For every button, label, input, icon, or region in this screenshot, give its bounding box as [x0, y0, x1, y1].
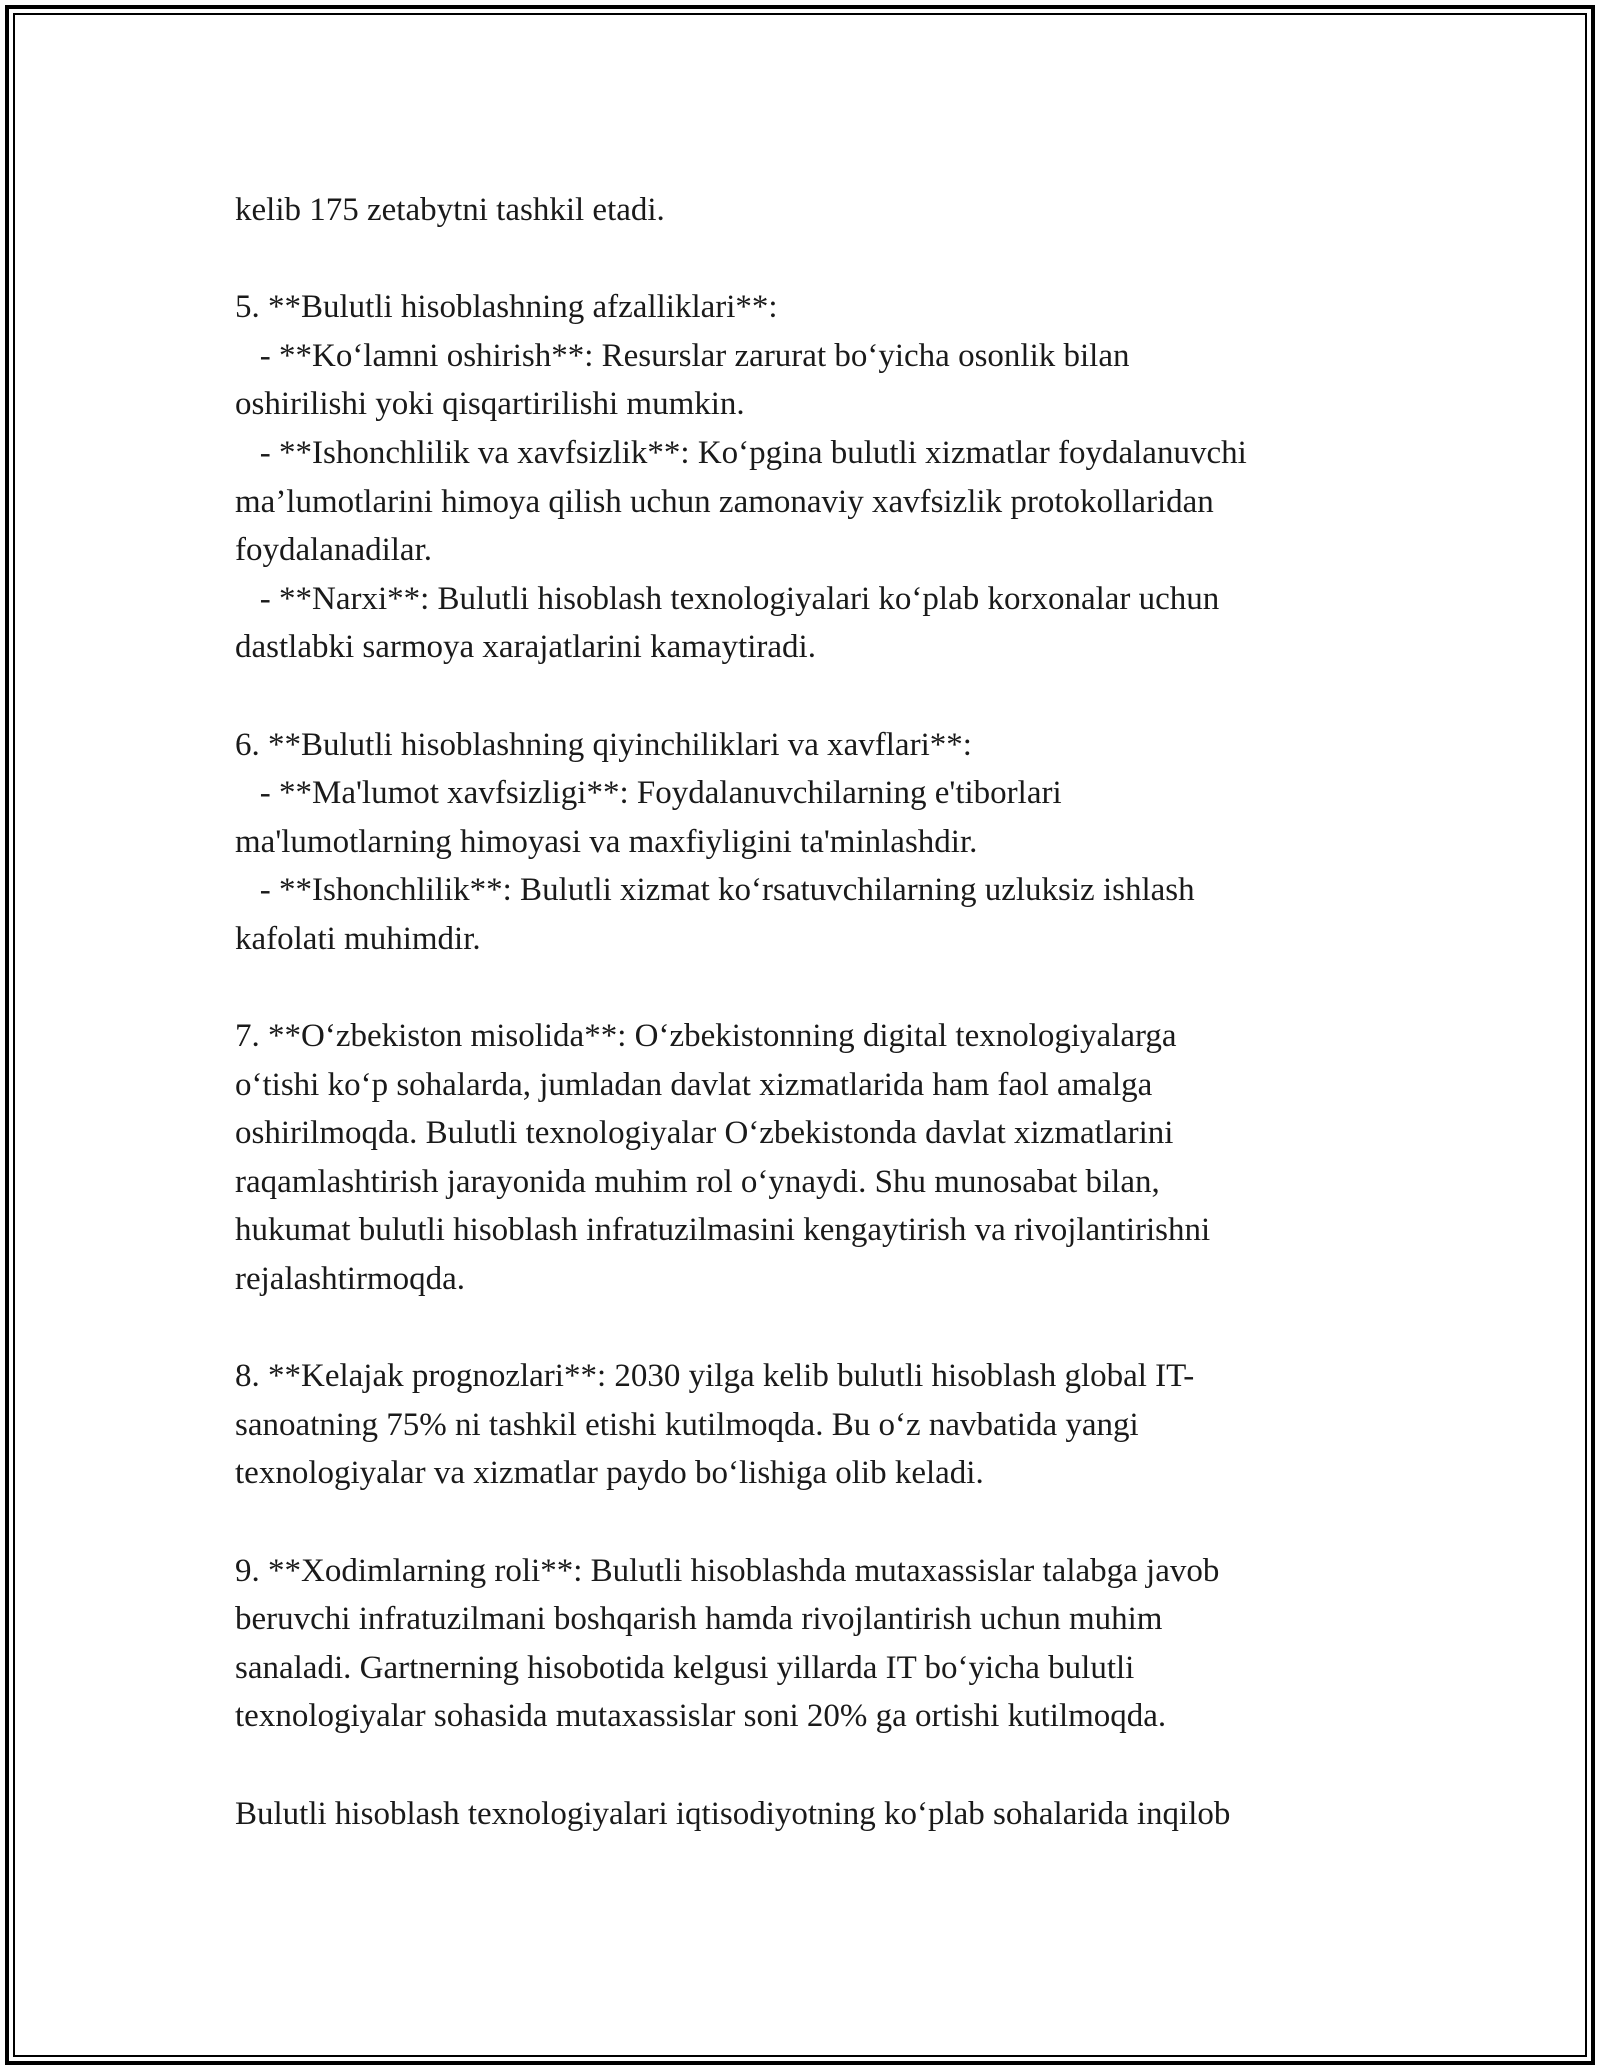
document-body — [235, 186, 1395, 1838]
text-line: 9. **Xodimlarning roli**: Bulutli hisoblashda mutaxassislar talabga javob — [235, 1552, 1220, 1589]
text-line: kafolati muhimdir. — [235, 920, 481, 957]
text-line: sanaladi. Gartnerning hisobotida kelgusi yillarda IT bo‘yicha bulutli — [235, 1649, 1135, 1686]
text-line: - **Ishonchlilik**: Bulutli xizmat ko‘rsatuvchilarning uzluksiz ishlash — [235, 872, 1195, 909]
paragraph — [235, 186, 1395, 235]
paragraph — [235, 1352, 1395, 1498]
paragraph — [235, 283, 1395, 672]
paragraph-gap — [235, 1741, 1395, 1790]
text-line: beruvchi infratuzilmani boshqarish hamda rivojlantirish uchun muhim — [235, 1601, 1163, 1638]
text-line: texnologiyalar sohasida mutaxassislar soni 20% ga ortishi kutilmoqda. — [235, 1698, 1167, 1735]
text-line: kelib 175 zetabytni tashkil etadi. — [235, 192, 665, 228]
text-line: - **Narxi**: Bulutli hisoblash texnologiyalari ko‘plab korxonalar uchun — [235, 580, 1220, 617]
text-line: - **Ko‘lamni oshirish**: Resurslar zarurat bo‘yicha osonlik bilan — [235, 337, 1130, 374]
paragraph-gap — [235, 672, 1395, 721]
text-line: 7. **O‘zbekiston misolida**: O‘zbekistonning digital texnologiyalarga — [235, 1018, 1177, 1055]
text-line: - **Ishonchlilik va xavfsizlik**: Ko‘pgina bulutli xizmatlar foydalanuvchi — [235, 434, 1247, 471]
text-line: hukumat bulutli hisoblash infratuzilmasini kengaytirish va rivojlantirishni — [235, 1212, 1211, 1249]
text-line: texnologiyalar va xizmatlar paydo bo‘lishiga olib keladi. — [235, 1455, 984, 1492]
text-line: raqamlashtirish jarayonida muhim rol o‘ynaydi. Shu munosabat bilan, — [235, 1163, 1160, 1200]
text-line: Bulutli hisoblash texnologiyalari iqtisodiyotning ko‘plab sohalarida inqilob — [235, 1795, 1231, 1832]
paragraph — [235, 1547, 1395, 1741]
text-line: ma'lumotlarning himoyasi va maxfiyligini ta'minlashdir. — [235, 823, 978, 860]
text-line: ma’lumotlarini himoya qilish uchun zamonaviy xavfsizlik protokollaridan — [235, 483, 1214, 520]
paragraph-gap — [235, 1304, 1395, 1353]
text-line: foydalanadilar. — [235, 532, 433, 569]
text-line: 5. **Bulutli hisoblashning afzalliklari**: — [235, 289, 778, 326]
paragraph-gap — [235, 1498, 1395, 1547]
text-line: dastlabki sarmoya xarajatlarini kamaytiradi. — [235, 629, 816, 666]
paragraph-gap — [235, 235, 1395, 284]
text-line: 6. **Bulutli hisoblashning qiyinchiliklari va xavflari**: — [235, 726, 972, 763]
paragraph — [235, 1012, 1395, 1304]
text-line: oshirilishi yoki qisqartirilishi mumkin. — [235, 386, 745, 423]
text-line: - **Ma'lumot xavfsizligi**: Foydalanuvchilarning e'tiborlari — [235, 775, 1062, 812]
text-line: 8. **Kelajak prognozlari**: 2030 yilga kelib bulutli hisoblash global IT- — [235, 1358, 1195, 1395]
text-line: rejalashtirmoqda. — [235, 1261, 466, 1298]
text-line: o‘tishi ko‘p sohalarda, jumladan davlat xizmatlarida ham faol amalga — [235, 1066, 1153, 1103]
text-line: sanoatning 75% ni tashkil etishi kutilmoqda. Bu o‘z navbatida yangi — [235, 1406, 1139, 1443]
paragraph — [235, 721, 1395, 964]
paragraph-gap — [235, 964, 1395, 1013]
text-line: oshirilmoqda. Bulutli texnologiyalar O‘zbekistonda davlat xizmatlarini — [235, 1115, 1174, 1152]
paragraph — [235, 1790, 1395, 1839]
